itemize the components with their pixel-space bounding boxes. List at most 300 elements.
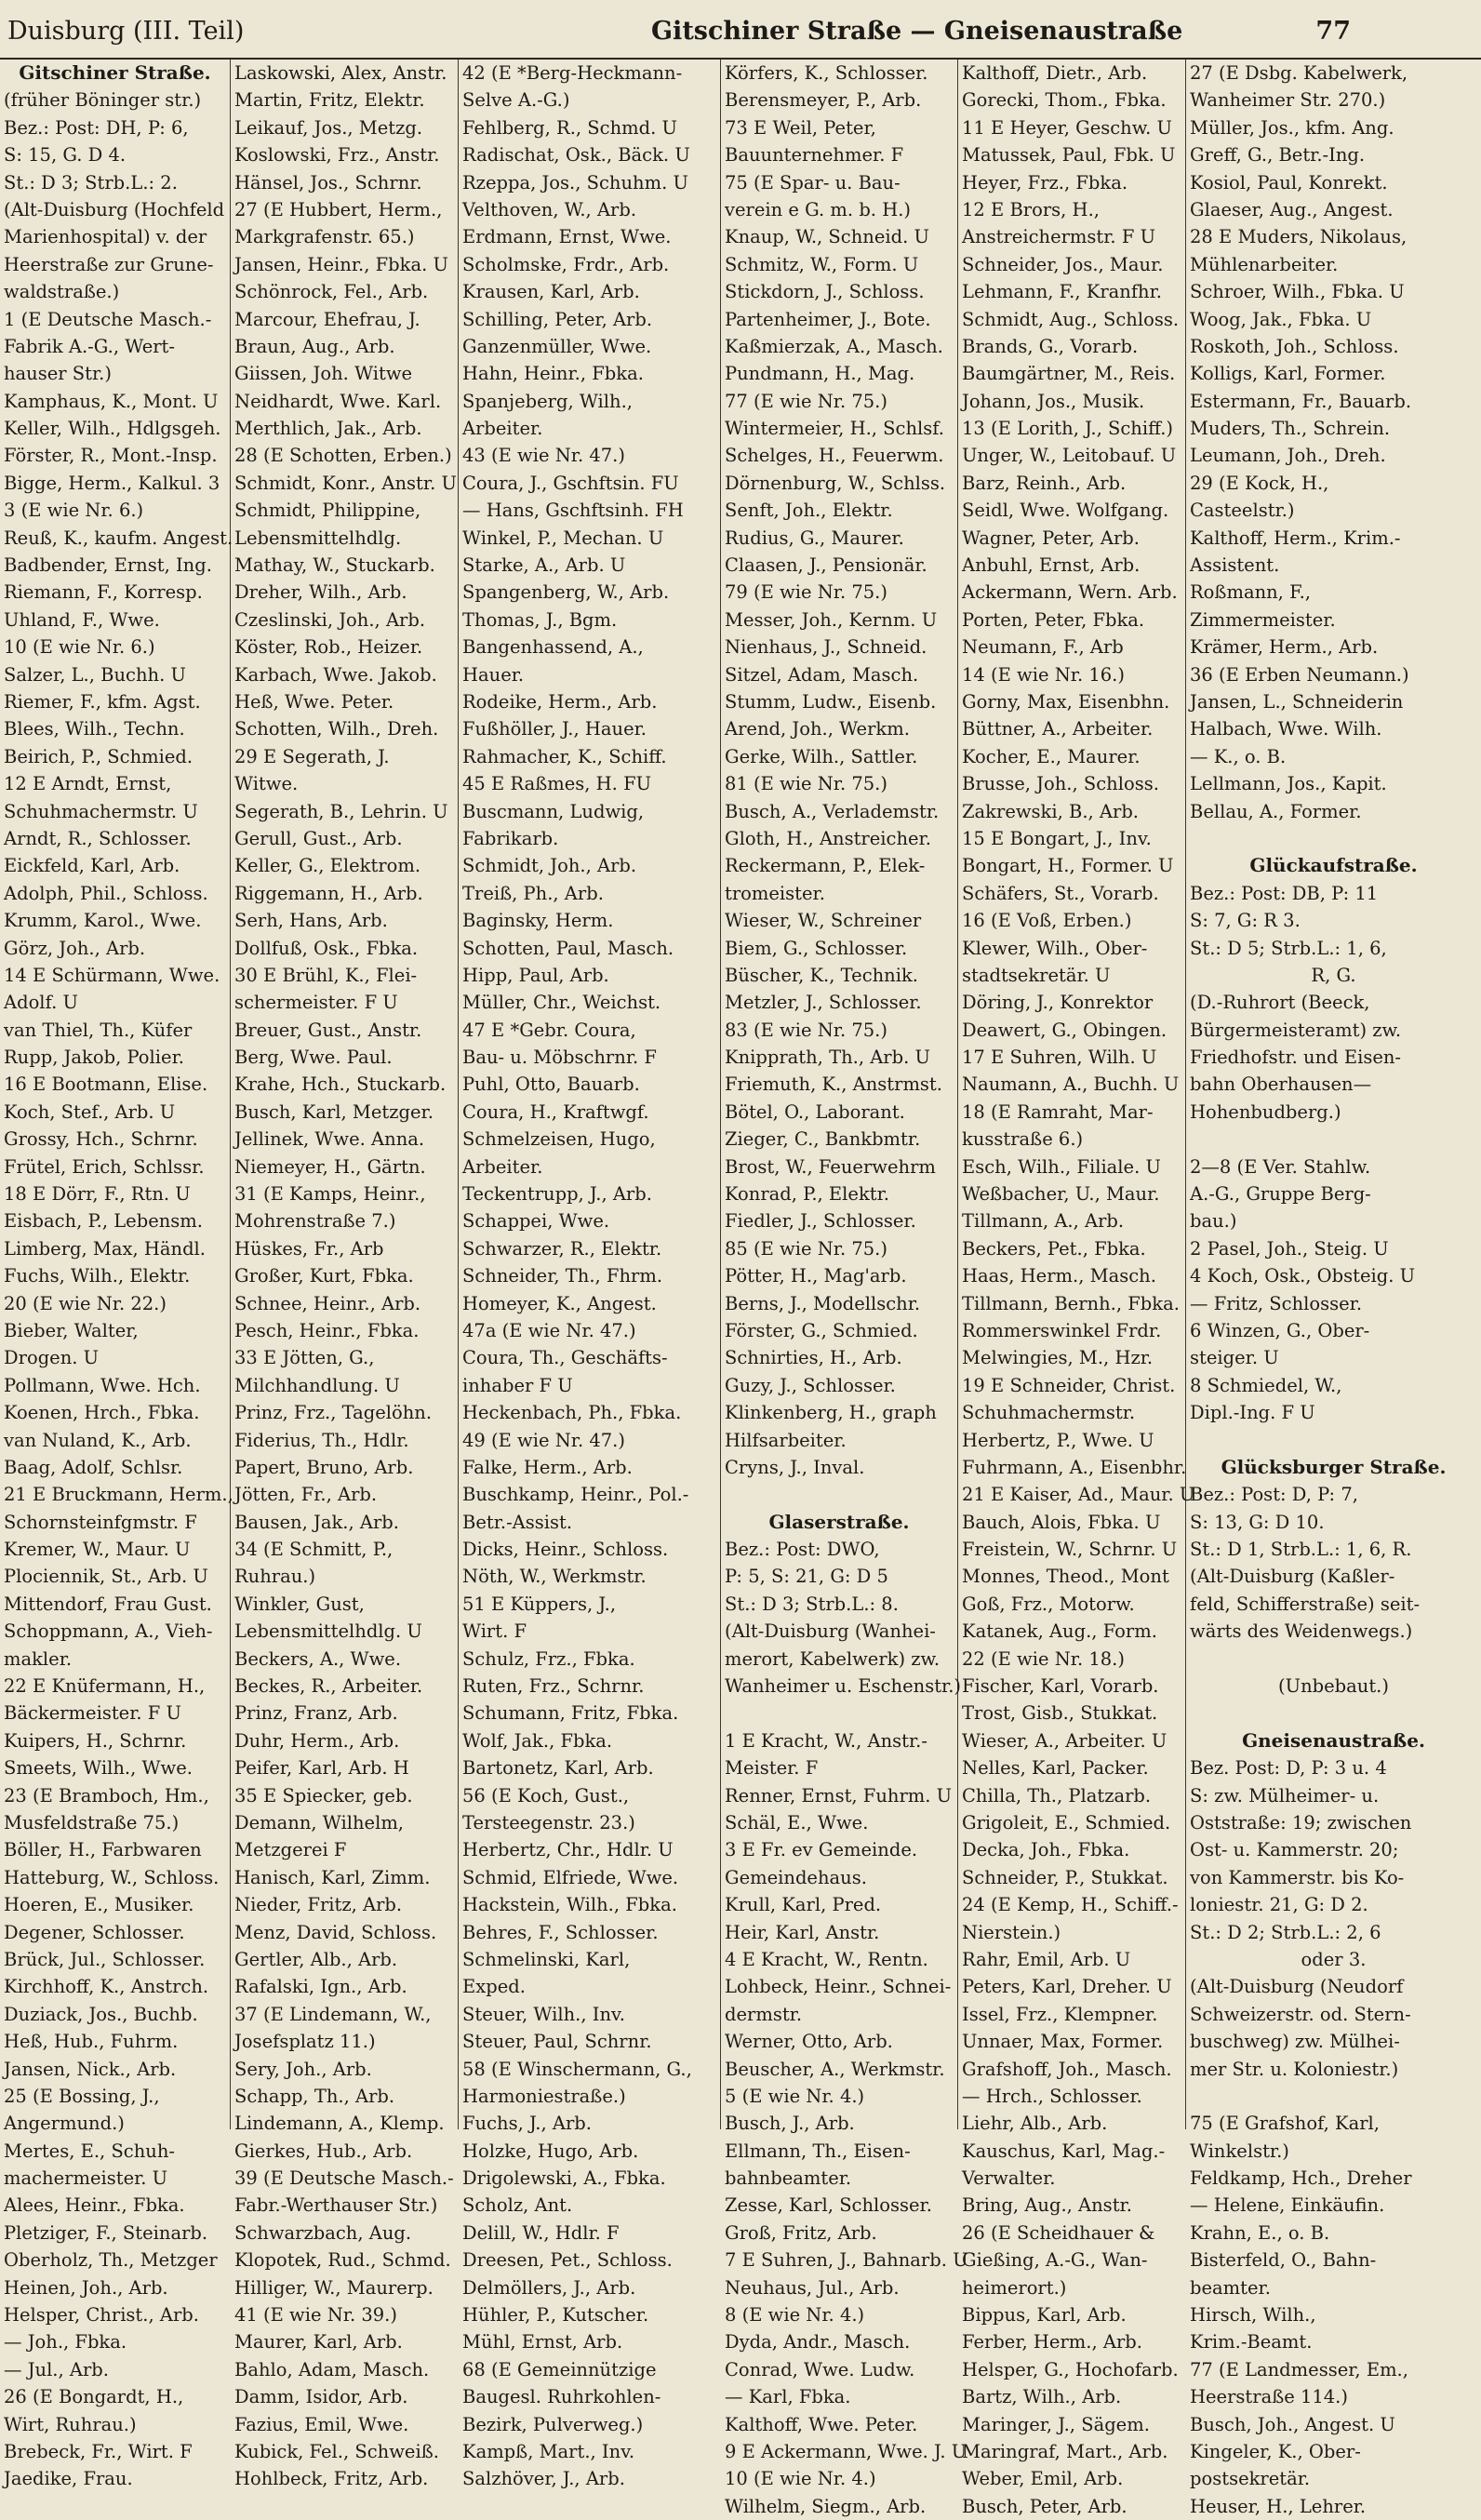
directory-line: Krull, Karl, Pred. (725, 1894, 882, 1916)
directory-line: Puhl, Otto, Bauarb. (462, 1073, 640, 1096)
directory-line: Baginsky, Herm. (462, 910, 614, 932)
directory-line: Eisbach, P., Lebensm. (4, 1210, 203, 1233)
directory-line: Jellinek, Wwe. Anna. (234, 1128, 425, 1151)
directory-line: Fischer, Karl, Vorarb. (962, 1675, 1159, 1698)
column-4 (721, 60, 968, 2517)
directory-line: Mühl, Ernst, Arb. (462, 2331, 623, 2353)
directory-line: Schönrock, Fel., Arb. (234, 281, 429, 303)
directory-line: 21 E Kaiser, Ad., Maur. U (962, 1484, 1195, 1506)
directory-line: 58 (E Winschermann, G., (462, 2058, 692, 2080)
directory-line: Trost, Gisb., Stukkat. (962, 1702, 1158, 1725)
directory-line: verein e G. m. b. H.) (725, 198, 912, 220)
directory-line: 4 E Kracht, W., Rentn. (725, 1948, 928, 1970)
directory-line: Lehmann, F., Kranfhr. (962, 281, 1162, 303)
directory-line: Schweizerstr. od. Stern- (1190, 2003, 1411, 2025)
directory-line: Leikauf, Jos., Metzg. (234, 116, 423, 139)
directory-line: Bangenhassend, A., (462, 636, 644, 659)
directory-line: van Nuland, K., Arb. (4, 1429, 192, 1451)
directory-line: 15 E Bongart, J., Inv. (962, 827, 1152, 849)
directory-line: Mertes, E., Schuh- (4, 2140, 175, 2162)
directory-line: Menz, David, Schloss. (234, 1921, 437, 1943)
directory-line: Friemuth, K., Anstrmst. (725, 1073, 942, 1096)
directory-line: 3 (E wie Nr. 6.) (4, 500, 144, 522)
directory-line: 22 E Knüfermann, H., (4, 1675, 206, 1698)
directory-line: loniestr. 21, G: D 2. (1190, 1894, 1368, 1916)
directory-line: 14 E Schürmann, Wwe. (4, 964, 220, 986)
directory-line: Ackermann, Wern. Arb. (962, 581, 1178, 604)
directory-line: Fußhöller, J., Hauer. (462, 718, 647, 740)
directory-line: Prinz, Franz, Arb. (234, 1702, 398, 1725)
directory-line: Oberholz, Th., Metzger (4, 2249, 218, 2272)
directory-line: Keller, G., Elektrom. (234, 855, 421, 877)
directory-line: Behres, F., Schlosser. (462, 1921, 659, 1943)
directory-line: Hoeren, E., Musiker. (4, 1894, 194, 1916)
directory-line: stadtsekretär. U (962, 964, 1111, 986)
directory-line: Schumann, Fritz, Fbka. (462, 1702, 679, 1725)
directory-line: Gertler, Alb., Arb. (234, 1948, 398, 1970)
directory-line: 28 E Muders, Nikolaus, (1190, 226, 1408, 248)
directory-line: Dreher, Wilh., Arb. (234, 581, 407, 604)
directory-line: Velthoven, W., Arb. (462, 198, 637, 220)
directory-line: bahn Oberhausen— (1190, 1073, 1372, 1096)
directory-line: Heir, Karl, Anstr. (725, 1921, 880, 1943)
directory-line: Gorny, Max, Eisenbhn. (962, 690, 1170, 713)
directory-line: Arndt, R., Schlosser. (4, 827, 192, 849)
directory-line: Segerath, B., Lehrin. U (234, 800, 448, 822)
directory-line: Heuser, H., Lehrer. (1190, 2495, 1367, 2517)
directory-line: Alees, Heinr., Fbka. (4, 2194, 185, 2217)
directory-line: (früher Böninger str.) (4, 89, 202, 112)
directory-line: Wieser, A., Arbeiter. U (962, 1729, 1167, 1752)
directory-line: Bürgermeisteramt) zw. (1190, 1019, 1402, 1041)
directory-line: Heerstraße 114.) (1190, 2386, 1348, 2408)
directory-line: Maurer, Karl, Arb. (234, 2331, 403, 2353)
directory-line: Tersteegenstr. 23.) (462, 1812, 635, 1833)
directory-line: — Hrch., Schlosser. (962, 2085, 1142, 2107)
directory-line: — Joh., Fbka. (4, 2331, 127, 2353)
directory-line: 77 (E wie Nr. 75.) (725, 390, 887, 412)
directory-line: Schäl, E., Wwe. (725, 1812, 869, 1833)
directory-line: Cryns, J., Inval. (725, 1456, 865, 1478)
directory-line: S: 7, G: R 3. (1190, 910, 1301, 932)
directory-line: Bötel, O., Laborant. (725, 1100, 905, 1123)
directory-line: Assistent. (1190, 554, 1280, 577)
directory-line: 26 (E Scheidhauer & (962, 2221, 1155, 2244)
directory-line: Anstreichermstr. F U (962, 226, 1155, 248)
directory-line: Merthlich, Jak., Arb. (234, 418, 422, 440)
directory-line: 22 (E wie Nr. 18.) (962, 1647, 1125, 1670)
directory-line: 85 (E wie Nr. 75.) (725, 1237, 887, 1260)
directory-line: Zimmermeister. (1190, 608, 1336, 631)
directory-line: Steuer, Wilh., Inv. (462, 2003, 625, 2025)
directory-line: heimerort.) (962, 2276, 1067, 2299)
directory-line: Weber, Emil, Arb. (962, 2468, 1124, 2490)
directory-line: 29 (E Kock, H., (1190, 472, 1329, 494)
directory-line: Groß, Fritz, Arb. (725, 2221, 877, 2244)
directory-line: 37 (E Lindemann, W., (234, 2003, 432, 2025)
directory-line: 26 (E Bongardt, H., (4, 2386, 184, 2408)
directory-line: oder 3. (1301, 1948, 1367, 1970)
directory-line: Maringraf, Mart., Arb. (962, 2440, 1168, 2462)
directory-line: Erdmann, Ernst, Wwe. (462, 226, 672, 248)
directory-line: Fabrikarb. (462, 827, 559, 849)
directory-line: Kalthoff, Dietr., Arb. (962, 62, 1148, 84)
directory-line: Hatteburg, W., Schloss. (4, 1866, 220, 1888)
directory-line: Peifer, Karl, Arb. H (234, 1757, 409, 1780)
directory-line: Kremer, W., Maur. U (4, 1539, 191, 1561)
directory-line: Metzler, J., Schlosser. (725, 992, 922, 1014)
directory-line: Schappei, Wwe. (462, 1210, 610, 1233)
directory-line: Schneider, P., Stukkat. (962, 1866, 1168, 1888)
directory-line: Issel, Frz., Klempner. (962, 2003, 1158, 2025)
directory-line: Schnirties, H., Arb. (725, 1347, 902, 1369)
directory-line: Nöth, W., Werkmstr. (462, 1566, 647, 1588)
directory-line: Zieger, C., Bankbmtr. (725, 1128, 921, 1151)
directory-line: St.: D 1, Strb.L.: 1, 6, R. (1190, 1539, 1412, 1561)
directory-line: Lebensmittelhdlg. (234, 527, 402, 549)
directory-line: Döring, J., Konrektor (962, 992, 1154, 1014)
directory-line: Friedhofstr. und Eisen- (1190, 1047, 1402, 1069)
directory-line: Laskowski, Alex, Anstr. (234, 62, 447, 84)
directory-line: Roßmann, F., (1190, 581, 1311, 604)
directory-line: Arbeiter. (462, 1155, 543, 1178)
directory-line: 33 E Jötten, G., (234, 1347, 375, 1369)
directory-line: Hanisch, Karl, Zimm. (234, 1866, 431, 1888)
directory-line: Kirchhoff, K., Anstrch. (4, 1976, 209, 1998)
directory-line: 51 E Küppers, J., (462, 1593, 617, 1615)
directory-line: 12 E Arndt, Ernst, (4, 773, 172, 795)
directory-line: Gemeindehaus. (725, 1866, 867, 1888)
directory-line: Thomas, J., Bgm. (462, 608, 618, 631)
directory-line: Dipl.-Ing. F U (1190, 1402, 1315, 1424)
directory-line: Wanheimer u. Eschenstr.) (725, 1675, 962, 1698)
directory-line: Baag, Adolf, Schlsr. (4, 1456, 183, 1478)
directory-line: Kingeler, K., Ober- (1190, 2440, 1361, 2462)
directory-line: Jaedike, Frau. (4, 2468, 133, 2490)
directory-line: Delmöllers, J., Arb. (462, 2276, 636, 2299)
directory-line: Fabrik A.-G., Wert- (4, 335, 175, 357)
directory-line: Kamphaus, K., Mont. U (4, 390, 219, 412)
directory-line: Körfers, K., Schlosser. (725, 62, 928, 84)
directory-line: Dicks, Heinr., Schloss. (462, 1539, 669, 1561)
directory-line: Hühler, P., Kutscher. (462, 2304, 649, 2327)
directory-line: Heß, Hub., Fuhrm. (4, 2031, 179, 2053)
directory-line: Werner, Otto, Arb. (725, 2031, 893, 2053)
directory-line: Mathay, W., Stuckarb. (234, 554, 435, 577)
directory-line: Hilliger, W., Maurerp. (234, 2276, 434, 2299)
directory-line: Fazius, Emil, Wwe. (234, 2413, 409, 2435)
directory-line: Schäfers, St., Vorarb. (962, 882, 1159, 904)
directory-line: Ganzenmüller, Wwe. (462, 335, 652, 357)
directory-line: Förster, G., Schmied. (725, 1319, 918, 1341)
directory-line: Greff, G., Betr.-Ing. (1190, 144, 1366, 167)
directory-line: Oststraße: 19; zwischen (1190, 1812, 1412, 1833)
directory-line: Bartz, Wilh., Arb. (962, 2386, 1122, 2408)
directory-line: A.-G., Gruppe Berg- (1190, 1183, 1371, 1206)
directory-line: Busch, Karl, Metzger. (234, 1100, 434, 1123)
directory-line: — Jul., Arb. (4, 2358, 109, 2380)
directory-line: 19 E Schneider, Christ. (962, 1374, 1176, 1396)
directory-line: Roskoth, Joh., Schloss. (1190, 335, 1399, 357)
directory-line: Nelles, Karl, Packer. (962, 1757, 1149, 1780)
directory-line: 56 (E Koch, Gust., (462, 1784, 630, 1807)
directory-line: Rodeike, Herm., Arb. (462, 690, 658, 713)
directory-line: 27 (E Hubbert, Herm., (234, 198, 443, 220)
directory-line: Feldkamp, Hch., Dreher (1190, 2167, 1412, 2190)
directory-line: Neidhardt, Wwe. Karl. (234, 390, 442, 412)
directory-line: Zakrewski, B., Arb. (962, 800, 1140, 822)
directory-line: Jansen, Heinr., Fbka. U (234, 253, 448, 275)
directory-line (1190, 2083, 1477, 2110)
directory-line: Adolf. U (4, 992, 78, 1014)
directory-line: Koenen, Hrch., Fbka. (4, 1402, 200, 1424)
directory-line: Weßbacher, U., Maur. (962, 1183, 1160, 1206)
directory-line: Ferber, Herm., Arb. (962, 2331, 1142, 2353)
directory-line: Adolph, Phil., Schloss. (4, 882, 208, 904)
directory-line: Gerke, Wilh., Sattler. (725, 745, 918, 767)
directory-line: Bring, Aug., Anstr. (962, 2194, 1132, 2217)
directory-line: — Karl, Fbka. (725, 2386, 851, 2408)
directory-line: Krahn, E., o. B. (1190, 2221, 1330, 2244)
directory-line: Fuchs, Wilh., Elektr. (4, 1265, 191, 1287)
directory-line: Bez.: Post: D, P: 7, (1190, 1484, 1358, 1506)
directory-line: Lohbeck, Heinr., Schnei- (725, 1976, 952, 1998)
directory-line: Verwalter. (962, 2167, 1056, 2190)
directory-line: R, G. (1311, 964, 1356, 986)
directory-line: 36 (E Erben Neumann.) (1190, 663, 1409, 686)
directory-line: 29 E Segerath, J. (234, 745, 390, 767)
directory-line: Fuchs, J., Arb. (462, 2113, 592, 2135)
directory-line: Pötter, H., Mag'arb. (725, 1265, 907, 1287)
directory-line: Kocher, E., Maurer. (962, 745, 1141, 767)
directory-line: Reckermann, P., Elek- (725, 855, 926, 877)
directory-line: Büttner, A., Arbeiter. (962, 718, 1154, 740)
directory-line: Muders, Th., Schrein. (1190, 418, 1391, 440)
directory-line: St.: D 3; Strb.L.: 2. (4, 171, 178, 193)
directory-line: Ruten, Frz., Schrnr. (462, 1675, 645, 1698)
directory-line: Rahmacher, K., Schiff. (462, 745, 667, 767)
directory-line: Bauunternehmer. F (725, 144, 904, 167)
directory-line: Stumm, Ludw., Eisenb. (725, 690, 937, 713)
directory-line: Heyer, Frz., Fbka. (962, 171, 1128, 193)
directory-line: Lindemann, A., Klemp. (234, 2113, 445, 2135)
directory-line: Renner, Ernst, Fuhrm. U (725, 1784, 953, 1807)
directory-line: Deawert, G., Obingen. (962, 1019, 1167, 1041)
directory-line: Damm, Isidor, Arb. (234, 2386, 408, 2408)
directory-line: 45 E Raßmes, H. FU (462, 773, 652, 795)
directory-line (1190, 1126, 1477, 1153)
column-3 (459, 60, 721, 2490)
directory-line: Beirich, P., Schmied. (4, 745, 193, 767)
directory-line: 31 (E Kamps, Heinr., (234, 1183, 426, 1206)
directory-line: Lellmann, Jos., Kapit. (1190, 773, 1387, 795)
directory-line: Buscmann, Ludwig, (462, 800, 645, 822)
directory-line: Keller, Wilh., Hdlgsgeh. (4, 418, 221, 440)
directory-line: Messer, Joh., Kernm. U (725, 608, 938, 631)
directory-line: Barz, Reinh., Arb. (962, 472, 1127, 494)
directory-line: Coura, H., Kraftwgf. (462, 1100, 649, 1123)
directory-line: Böller, H., Farbwaren (4, 1839, 202, 1861)
directory-line: Badbender, Ernst, Ing. (4, 554, 212, 577)
directory-line: 16 (E Voß, Erben.) (962, 910, 1132, 932)
directory-line: Prinz, Frz., Tagelöhn. (234, 1402, 433, 1424)
directory-line: St.: D 3; Strb.L.: 8. (725, 1593, 899, 1615)
directory-line (725, 1481, 954, 1508)
column-1 (0, 60, 233, 2490)
directory-line: Bartonetz, Karl, Arb. (462, 1757, 654, 1780)
directory-line: Pollmann, Wwe. Hch. (4, 1374, 201, 1396)
directory-line: Bez.: Post: DWO, (725, 1539, 880, 1561)
street-heading: Glückaufstraße. (1249, 854, 1418, 877)
directory-line: 79 (E wie Nr. 75.) (725, 581, 887, 604)
column-6 (1186, 60, 1481, 2517)
directory-line: Bezirk, Pulverweg.) (462, 2413, 644, 2435)
directory-line: 1 E Kracht, W., Anstr.- (725, 1729, 927, 1752)
directory-line: Kampß, Mart., Inv. (462, 2440, 635, 2462)
directory-line: Schnee, Heinr., Arb. (234, 1292, 421, 1314)
directory-line: Winkel, P., Mechan. U (462, 527, 664, 549)
directory-line: Goß, Frz., Motorw. (962, 1593, 1135, 1615)
directory-line: (Alt-Duisburg (Neudorf (1190, 1976, 1404, 1998)
directory-line: 12 E Brors, H., (962, 198, 1100, 220)
directory-line: Schotten, Paul, Masch. (462, 937, 674, 959)
directory-line: Pletziger, F., Steinarb. (4, 2221, 208, 2244)
directory-line: Hirsch, Wilh., (1190, 2304, 1316, 2327)
directory-line: Dollfuß, Osk., Fbka. (234, 937, 419, 959)
directory-line: 2 Pasel, Joh., Steig. U (1190, 1237, 1389, 1260)
directory-line: Dreesen, Pet., Schloss. (462, 2249, 673, 2272)
directory-line: Koslowski, Frz., Anstr. (234, 144, 440, 167)
street-heading: Gitschiner Straße. (19, 61, 211, 84)
directory-line: Reuß, K., kaufm. Angest. (4, 527, 233, 549)
directory-line: Buschkamp, Heinr., Pol.- (462, 1484, 689, 1506)
directory-line: schermeister. F U (234, 992, 398, 1014)
directory-line: — Helene, Einkäufin. (1190, 2194, 1385, 2217)
directory-line: Berensmeyer, P., Arb. (725, 89, 922, 112)
directory-line: Brück, Jul., Schlosser. (4, 1948, 206, 1970)
directory-line: Halbach, Wwe. Wilh. (1190, 718, 1382, 740)
directory-line: Hüskes, Fr., Arb (234, 1237, 384, 1260)
directory-line: Hahn, Heinr., Fbka. (462, 363, 644, 385)
directory-line: Heinen, Joh., Arb. (4, 2276, 168, 2299)
directory-line: Hilfsarbeiter. (725, 1429, 847, 1451)
directory-line: Bahlo, Adam, Masch. (234, 2358, 430, 2380)
header-volume: Duisburg (III. Teil) (7, 17, 245, 46)
directory-line: Naumann, A., Buchh. U (962, 1073, 1180, 1096)
directory-line: 24 (E Kemp, H., Schiff.- (962, 1894, 1179, 1916)
directory-line: feld, Schifferstraße) seit- (1190, 1593, 1421, 1615)
directory-line: Exped. (462, 1976, 526, 1998)
directory-line: Schapp, Th., Arb. (234, 2085, 395, 2107)
directory-line: dermstr. (725, 2003, 803, 2025)
directory-line: Heerstraße zur Grune- (4, 253, 214, 275)
directory-line: Starke, A., Arb. U (462, 554, 626, 577)
directory-line (725, 1700, 954, 1727)
directory-line: Musfeldstraße 75.) (4, 1812, 180, 1833)
directory-line: Serh, Hans, Arb. (234, 910, 388, 932)
directory-line: Kosiol, Paul, Konrekt. (1190, 171, 1388, 193)
directory-line: 5 (E wie Nr. 4.) (725, 2085, 865, 2107)
directory-line: Schmidt, Aug., Schloss. (962, 308, 1180, 330)
directory-line: Müller, Jos., kfm. Ang. (1190, 116, 1394, 139)
directory-line: 17 E Suhren, Wilh. U (962, 1047, 1157, 1069)
directory-line: Helsper, Christ., Arb. (4, 2304, 199, 2327)
directory-line: Scholmske, Frdr., Arb. (462, 253, 670, 275)
directory-line: S: 15, G. D 4. (4, 144, 127, 167)
directory-line: Bauch, Alois, Fbka. U (962, 1511, 1161, 1533)
directory-line: 49 (E wie Nr. 47.) (462, 1429, 625, 1451)
directory-line: Unger, W., Leitobauf. U (962, 445, 1177, 467)
directory-line: Tillmann, A., Arb. (962, 1210, 1125, 1233)
directory-line: Coura, Th., Geschäfts- (462, 1347, 668, 1369)
page-number: 77 (1315, 17, 1351, 46)
directory-line: Förster, R., Mont.-Insp. (4, 445, 218, 467)
directory-line: 34 (E Schmitt, P., (234, 1539, 394, 1561)
directory-line: Berns, J., Modellschr. (725, 1292, 921, 1314)
directory-line: merort, Kabelwerk) zw. (725, 1647, 941, 1670)
directory-line: Bausen, Jak., Arb. (234, 1511, 399, 1533)
directory-line: Wirt, Ruhrau.) (4, 2413, 137, 2435)
directory-line: Knaup, W., Schneid. U (725, 226, 929, 248)
directory-line: Klewer, Wilh., Ober- (962, 937, 1148, 959)
directory-line: buschweg) zw. Mülhei- (1190, 2031, 1400, 2053)
directory-line: Kolligs, Karl, Former. (1190, 363, 1386, 385)
directory-line: Brands, G., Vorarb. (962, 335, 1139, 357)
directory-line: van Thiel, Th., Küfer (4, 1019, 193, 1041)
directory-line: 1 (E Deutsche Masch.- (4, 308, 212, 330)
directory-line: Berg, Wwe. Paul. (234, 1047, 393, 1069)
directory-line: Beuscher, A., Werkmstr. (725, 2058, 945, 2080)
directory-line: Jansen, Nick., Arb. (4, 2058, 177, 2080)
directory-line: Riggemann, H., Arb. (234, 882, 423, 904)
directory-line: Milchhandlung. U (234, 1374, 400, 1396)
directory-line: 30 E Brühl, K., Flei- (234, 964, 418, 986)
directory-line: 21 E Bruckmann, Herm., (4, 1484, 233, 1506)
directory-line: mer Str. u. Koloniestr.) (1190, 2058, 1399, 2080)
directory-line: Gießing, A.-G., Wan- (962, 2249, 1148, 2272)
directory-line: Bez. Post: D, P: 3 u. 4 (1190, 1757, 1387, 1780)
directory-line: Schmelinski, Karl, (462, 1948, 631, 1970)
directory-line: Treiß, Ph., Arb. (462, 882, 604, 904)
directory-line: Salzer, L., Buchh. U (4, 663, 186, 686)
directory-line: Kalthoff, Herm., Krim.- (1190, 527, 1401, 549)
directory-line: Busch, Joh., Angest. U (1190, 2413, 1395, 2435)
directory-line: Seidl, Wwe. Wolfgang. (962, 500, 1169, 522)
directory-line: Rzeppa, Jos., Schuhm. U (462, 171, 688, 193)
directory-line: Riemann, F., Korresp. (4, 581, 203, 604)
directory-line: 2—8 (E Ver. Stahlw. (1190, 1155, 1371, 1178)
directory-line: Scholz, Ant. (462, 2194, 573, 2217)
directory-line: Schmidt, Philippine, (234, 500, 421, 522)
directory-line: Pesch, Heinr., Fbka. (234, 1319, 420, 1341)
directory-line: Witwe. (234, 773, 299, 795)
directory-line: Pundmann, H., Mag. (725, 363, 915, 385)
directory-line: Homeyer, K., Angest. (462, 1292, 657, 1314)
directory-line: Degener, Schlosser. (4, 1921, 185, 1943)
directory-line: Riemer, F., kfm. Agst. (4, 690, 201, 713)
directory-line: steiger. U (1190, 1347, 1279, 1369)
directory-line: (Alt-Duisburg (Kaßler- (1190, 1566, 1395, 1588)
directory-line: 83 (E wie Nr. 75.) (725, 1019, 887, 1041)
directory-line: Marcour, Ehefrau, J. (234, 308, 420, 330)
directory-line: Schilling, Peter, Arb. (462, 308, 653, 330)
directory-line: Knipprath, Th., Arb. U (725, 1047, 930, 1069)
directory-line: Estermann, Fr., Bauarb. (1190, 390, 1412, 412)
directory-line: 27 (E Dsbg. Kabelwerk, (1190, 62, 1408, 84)
directory-line: kusstraße 6.) (962, 1128, 1084, 1151)
directory-line: 77 (E Landmesser, Em., (1190, 2358, 1408, 2380)
street-heading: Glaserstraße. (768, 1510, 910, 1533)
